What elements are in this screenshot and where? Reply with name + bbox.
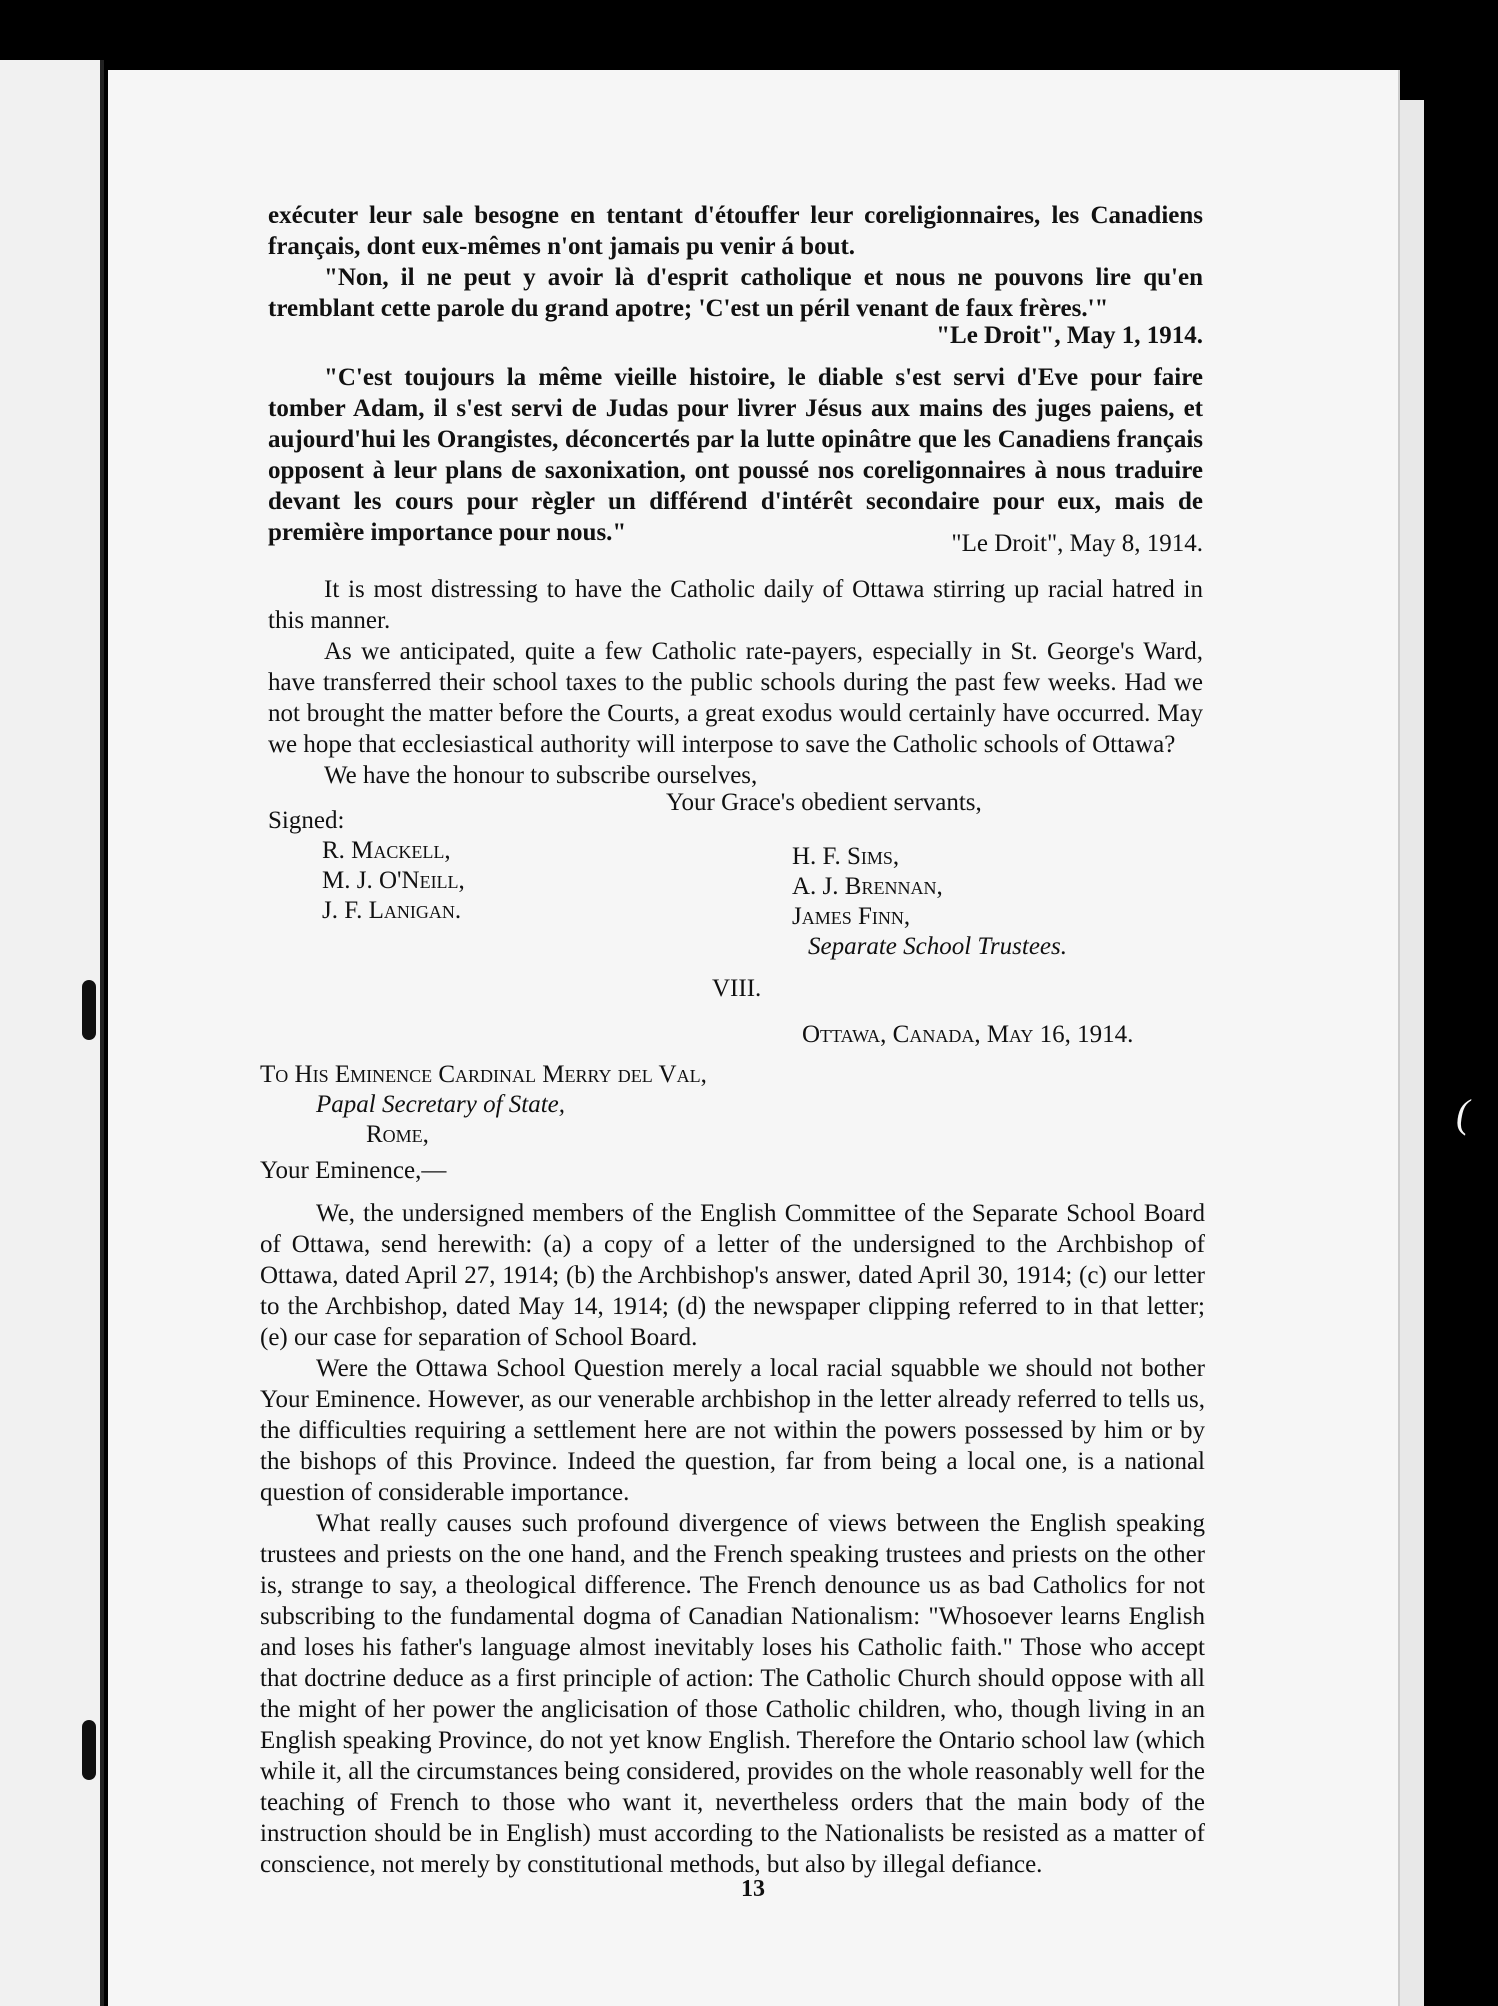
paragraph-distressing: It is most distressing to have the Catholic daily of Ottawa stirring up racial hatred in this manner. bbox=[268, 576, 1203, 634]
letter-body-bottom bbox=[260, 1198, 1205, 1880]
french-quote-paragraph: "Non, il ne peut y avoir là d'esprit catholique et nous ne pouvons lire qu'en tremblant cette parole du grand apotre; 'C'est un péril venant de faux frères.'" bbox=[268, 264, 1203, 322]
signatory-name: A. J. Brennan, bbox=[792, 873, 943, 900]
salutation: Your Eminence,— bbox=[260, 1157, 447, 1184]
trustees-title: Separate School Trustees. bbox=[808, 933, 1068, 960]
address-block bbox=[260, 1060, 707, 1150]
binding-mark bbox=[82, 980, 96, 1040]
letter-body-top bbox=[268, 574, 1203, 791]
page-number: 13 bbox=[741, 1876, 765, 1902]
french-quote-paragraph: exécuter leur sale besogne en tentant d'étouffer leur coreligionnaires, les Canadiens français, dont eux-mêmes n'ont jamais pu venir á bout. bbox=[268, 202, 1203, 260]
french-quote-paragraph: "C'est toujours la même vieille histoire, le diable s'est servi d'Eve pour faire tomber Adam, il s'est servi de Judas pour livrer Jésus aux mains des juges paiens, et aujourd'hui les Orangistes, déconcertés par la lutte opinâtre que les Canadiens français opposent à leur plans de saxonixation, ont poussé nos coreligonnaires à nous traduire devant les cours pour règler un différend d'intérêt secondaire pour eux, mais de première importance pour nous." bbox=[268, 364, 1203, 546]
signatory-name: James Finn, bbox=[792, 903, 911, 930]
document-page bbox=[108, 70, 1398, 2006]
section-number: VIII. bbox=[712, 975, 762, 1002]
citation-le-droit-may-8: "Le Droit", May 8, 1914. bbox=[951, 530, 1203, 557]
paragraph-undersigned: We, the undersigned members of the English Committee of the Separate School Board of Ottawa, send herewith: (a) a copy of a letter of the undersigned to the Archbishop of Ottawa, dated April 27, 1914; (b) the Archbishop's answer, dated April 30, 1914; (c) our letter to the Archbishop, dated May 14, 1914; (d) the newspaper clipping referred to in that letter; (e) our case for separation of School Board. bbox=[260, 1200, 1205, 1351]
french-quote-block-1 bbox=[268, 200, 1203, 324]
right-page-edge bbox=[1398, 100, 1424, 2006]
paragraph-divergence: What really causes such profound divergence of views between the English speaking trustees and priests on the one hand, and the French speaking trustees and priests on the other is, strange to say, a theological difference. The French denounce us as bad Catholics for not subscribing to the fundamental dogma of Canadian Nationalism: "Whosoever learns English and loses his father's language almost inevitably loses his Catholic faith." Those who accept that doctrine deduce as a first principle of action: The Catholic Church should oppose with all the might of her power the anglicisation of those Catholic children, who, though living in an English speaking Province, do not yet know English. Therefore the Ontario school law (which while it, all the circumstances being considered, provides on the whole reasonably well for the teaching of French to those who want it, nevertheless orders that the main body of the instruction should be in English) must according to the Nationalists be resisted as a matter of conscience, not merely by constitutional methods, but also by illegal defiance. bbox=[260, 1510, 1205, 1878]
signatories-right bbox=[792, 842, 1067, 962]
dateline: Ottawa, Canada, May 16, 1914. bbox=[802, 1021, 1134, 1048]
citation-le-droit-may-1: "Le Droit", May 1, 1914. bbox=[936, 322, 1203, 349]
signatories-left bbox=[322, 836, 465, 926]
french-quote-block-2 bbox=[268, 362, 1203, 548]
signatory-name: M. J. O'Neill, bbox=[322, 867, 465, 894]
margin-note: ( bbox=[1456, 1091, 1470, 1136]
paragraph-anticipated: As we anticipated, quite a few Catholic rate-payers, especially in St. George's Ward, have transferred their school taxes to the public schools during the past few weeks. Had we not brought the matter before the Courts, a great exodus would certainly have occurred. May we hope that ecclesiastical authority will interpose to save the Catholic schools of Ottawa? bbox=[268, 638, 1203, 758]
binding-mark bbox=[82, 1720, 96, 1780]
paragraph-honour: We have the honour to subscribe ourselves, bbox=[324, 762, 758, 789]
paragraph-squabble: Were the Ottawa School Question merely a local racial squabble we should not bother Your Eminence. However, as our venerable archbishop in the letter already referred to tells us, the difficulties requiring a settlement here are not within the powers possessed by him or by the bishops of this Province. Indeed the question, far from being a local one, is a national question of considerable importance. bbox=[260, 1355, 1205, 1506]
address-title: Papal Secretary of State, bbox=[316, 1091, 566, 1118]
servants-line: Your Grace's obedient servants, bbox=[666, 789, 982, 816]
address-recipient: To His Eminence Cardinal Merry del Val, bbox=[260, 1061, 707, 1088]
signatory-name: R. Mackell, bbox=[322, 837, 451, 864]
address-city: Rome, bbox=[366, 1121, 429, 1148]
signatory-name: H. F. Sims, bbox=[792, 843, 900, 870]
signatory-name: J. F. Lanigan. bbox=[322, 897, 462, 924]
signed-label: Signed: bbox=[268, 807, 345, 834]
